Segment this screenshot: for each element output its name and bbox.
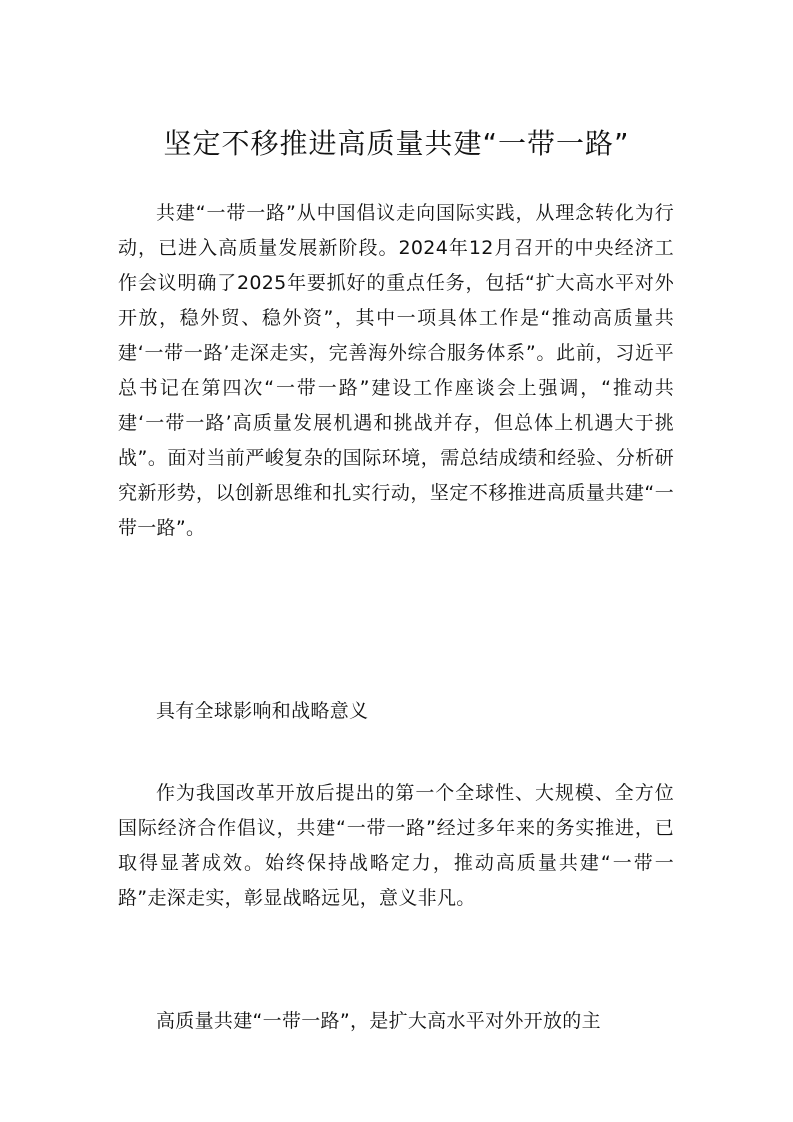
paragraph-continuation: 高质量共建“一带一路”，是扩大高水平对外开放的主 (156, 1010, 601, 1032)
paragraph-global-significance: 作为我国改革开放后提出的第一个全球性、大规模、全方位国际经济合作倡议，共建“一带一路”经过多年来的务实推进，已取得显著成效。始终保持战略定力，推动高质量共建“一带一路”走深走实，彰显战略远见，意义非凡。 (118, 782, 674, 909)
paragraph-intro: 共建“一带一路”从中国倡议走向国际实践，从理念转化为行动，已进入高质量发展新阶段。2024年12月召开的中央经济工作会议明确了2025年要抓好的重点任务，包括“扩大高水平对外开放，稳外贸、稳外资”，其中一项具体工作是“推动高质量共建‘一带一路’走深走实，完善海外综合服务体系”。此前，习近平总书记在第四次“一带一路”建设工作座谈会上强调，“推动共建‘一带一路’高质量发展机遇和挑战并存，但总体上机遇大于挑战”。面对当前严峻复杂的国际环境，需总结成绩和经验、分析研究新形势，以创新思维和扎实行动，坚定不移推进高质量共建“一带一路”。 (118, 202, 674, 539)
section-heading: 具有全球影响和战略意义 (156, 700, 369, 722)
document-title: 坚定不移推进高质量共建“一带一路” (163, 127, 630, 160)
